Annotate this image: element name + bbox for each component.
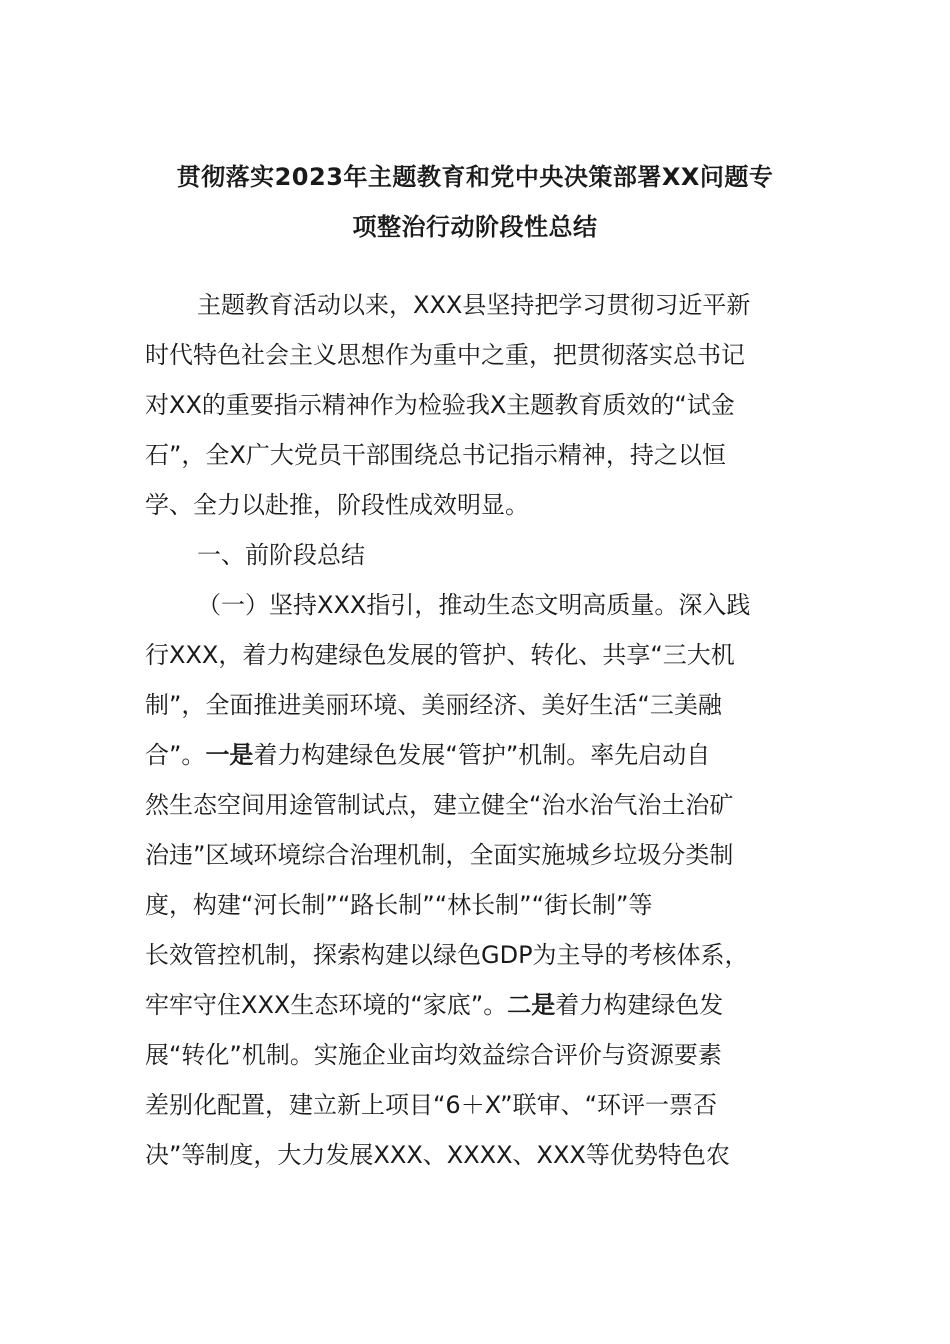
line-segment: 着力构建绿色发 <box>555 991 724 1019</box>
paragraph-3-line-9 <box>145 980 810 1030</box>
document-title <box>140 152 810 252</box>
paragraph-3-line-4 <box>145 730 810 780</box>
paragraph-3-line-8: 长效管控机制，探索构建以绿色GDP为主导的考核体系， <box>145 941 749 969</box>
paragraph-3-line-7: 度，构建“河长制”“路长制”“林长制”“街长制”等 <box>145 891 653 919</box>
section-heading: 一、前阶段总结 <box>197 541 365 569</box>
line-segment: 着力构建绿色发展“管护”机制。率先启动自 <box>253 741 711 769</box>
line-segment: 合”。 <box>145 741 206 769</box>
paragraph-3-line-11: 差别化配置，建立新上项目“6＋X”联审、“环评一票否 <box>145 1091 718 1119</box>
paragraph-3-line-3: 制”，全面推进美丽环境、美丽经济、美好生活“三美融 <box>145 691 722 719</box>
title-line-1: 贯彻落实2023年主题教育和党中央决策部署XX问题专 <box>176 163 774 191</box>
paragraph-1-line-4: 石”，全X广大党员干部围绕总书记指示精神，持之以恒 <box>145 441 726 469</box>
paragraph-3-line-6: 治违”区域环境综合治理机制，全面实施城乡垃圾分类制 <box>145 841 734 869</box>
paragraph-3-line-10: 展“转化”机制。实施企业亩均效益综合评价与资源要素 <box>145 1041 722 1069</box>
paragraph-3-line-2: 行XXX，着力构建绿色发展的管护、转化、共享“三大机 <box>145 641 735 669</box>
paragraph-1-line-5: 学、全力以赴推，阶段性成效明显。 <box>145 491 529 519</box>
paragraph-1-line-3: 对XX的重要指示精神作为检验我X主题教育质效的“试金 <box>145 391 735 419</box>
document-body <box>145 280 810 1180</box>
bold-marker-2: 二是 <box>507 991 556 1019</box>
line-segment: 牢牢守住XXX生态环境的“家底”。 <box>145 991 508 1019</box>
title-line-2: 项整治行动阶段性总结 <box>352 213 598 241</box>
paragraph-1-line-1: 主题教育活动以来，XXX县坚持把学习贯彻习近平新 <box>197 291 751 319</box>
paragraph-3-line-12: 决”等制度，大力发展XXX、XXXX、XXX等优势特色农 <box>145 1141 730 1169</box>
bold-marker-1: 一是 <box>205 741 254 769</box>
paragraph-3-line-1: （一）坚持XXX指引，推动生态文明高质量。深入践 <box>197 591 751 619</box>
paragraph-1-line-2: 时代特色社会主义思想作为重中之重，把贯彻落实总书记 <box>145 341 745 369</box>
paragraph-3-line-5: 然生态空间用途管制试点，建立健全“治水治气治土治矿 <box>145 791 734 819</box>
